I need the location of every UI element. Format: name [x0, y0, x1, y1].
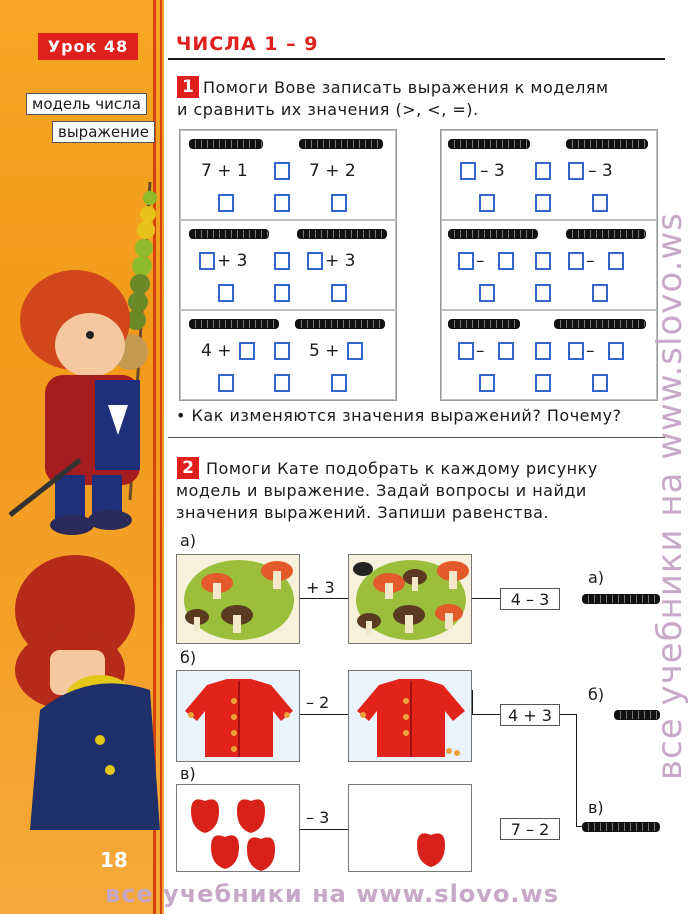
input-box[interactable] [347, 342, 363, 360]
answer-box[interactable] [479, 284, 495, 302]
jacket-icon [349, 671, 472, 762]
input-box[interactable] [498, 342, 514, 360]
strawberry-icon [177, 785, 300, 872]
expression: 7 + 1 [201, 161, 248, 181]
model-cell [180, 130, 396, 220]
input-box[interactable] [568, 162, 584, 180]
answer-box[interactable] [479, 194, 495, 212]
picture-strawberries [176, 784, 300, 872]
expression: + 3 [217, 251, 248, 271]
task1-question: • Как изменяются значения выражений? Почему? [176, 406, 622, 425]
input-box[interactable] [568, 342, 584, 360]
lesson-badge: Урок 48 [38, 33, 138, 60]
task-number: 2 [177, 457, 199, 479]
bead-model[interactable] [582, 594, 660, 604]
arrow-line [300, 714, 348, 715]
input-box[interactable] [307, 252, 323, 270]
model-label: в) [588, 798, 604, 817]
expression: – 3 [588, 161, 613, 181]
task2-text-line2: модель и выражение. Задай вопросы и найди [176, 481, 587, 500]
answer-box[interactable] [218, 374, 234, 392]
expression-box[interactable]: 4 + 3 [500, 704, 560, 726]
connector-line [472, 714, 500, 715]
task1-right-panel [440, 129, 658, 401]
bead-model [554, 319, 646, 329]
bead-model[interactable] [582, 822, 660, 832]
task1-text-line1: Помоги Вове записать выражения к моделям [203, 78, 609, 97]
expression: – [476, 251, 485, 271]
watermark-vertical: все учебники на www.slovo.ws [650, 212, 690, 780]
input-box[interactable] [458, 342, 474, 360]
compare-box[interactable] [535, 342, 551, 360]
legend-expression: выражение [52, 121, 155, 143]
mushrooms-icon [177, 555, 300, 644]
bead-model [189, 229, 269, 239]
arrow-line [300, 829, 348, 830]
answer-box[interactable] [592, 284, 608, 302]
row-label: б) [180, 648, 197, 667]
compare-box[interactable] [535, 252, 551, 270]
model-cell [441, 130, 657, 220]
answer-box[interactable] [592, 194, 608, 212]
model-cell [180, 310, 396, 400]
answer-box[interactable] [331, 374, 347, 392]
answer-box[interactable] [218, 194, 234, 212]
input-box[interactable] [608, 342, 624, 360]
header-rule [168, 58, 665, 60]
answer-box[interactable] [331, 284, 347, 302]
bead-model [299, 139, 383, 149]
compare-box[interactable] [274, 252, 290, 270]
bead-model [297, 229, 387, 239]
model-label: б) [588, 685, 605, 704]
input-box[interactable] [608, 252, 624, 270]
operation-label: + 3 [306, 578, 335, 597]
input-box[interactable] [568, 252, 584, 270]
section-rule [168, 437, 665, 438]
picture-jacket-missing-buttons [348, 670, 472, 762]
answer-box[interactable] [274, 194, 290, 212]
model-label: а) [588, 568, 605, 587]
row-label: в) [180, 764, 196, 783]
connector-line [472, 690, 473, 714]
input-box[interactable] [498, 252, 514, 270]
operation-label: – 3 [306, 808, 330, 827]
expression: 5 + [309, 341, 340, 361]
bead-model [189, 319, 279, 329]
model-cell [441, 220, 657, 310]
row-label: а) [180, 531, 197, 550]
model-cell [180, 220, 396, 310]
task2-text-line3: значения выражений. Запиши равенства. [176, 503, 550, 522]
answer-box[interactable] [535, 374, 551, 392]
expression: – 3 [480, 161, 505, 181]
strawberry-icon [349, 785, 472, 872]
bead-model [566, 139, 648, 149]
task1-left-panel [179, 129, 397, 401]
picture-jacket [176, 670, 300, 762]
bead-model [448, 139, 530, 149]
expression: – [586, 251, 595, 271]
expression: 4 + [201, 341, 232, 361]
task2-text-line1: Помоги Кате подобрать к каждому рисунку [206, 459, 598, 478]
bead-model [448, 229, 538, 239]
input-box[interactable] [199, 252, 215, 270]
input-box[interactable] [460, 162, 476, 180]
compare-box[interactable] [274, 342, 290, 360]
answer-box[interactable] [535, 194, 551, 212]
picture-more-mushrooms [348, 554, 472, 644]
answer-box[interactable] [274, 374, 290, 392]
input-box[interactable] [458, 252, 474, 270]
connector-line [576, 714, 577, 826]
answer-box[interactable] [274, 284, 290, 302]
answer-box[interactable] [535, 284, 551, 302]
picture-one-strawberry [348, 784, 472, 872]
bead-model [566, 229, 646, 239]
task1-text-line2: и сравнить их значения (>, <, =). [177, 100, 479, 119]
bead-model [295, 319, 385, 329]
operation-label: – 2 [306, 693, 330, 712]
model-cell [441, 310, 657, 400]
expression: + 3 [325, 251, 356, 271]
expression-box[interactable]: 7 – 2 [500, 818, 560, 840]
answer-box[interactable] [218, 284, 234, 302]
watermark-bottom: все учебники на www.slovo.ws [105, 880, 559, 908]
expression: – [476, 341, 485, 361]
expression: – [586, 341, 595, 361]
jacket-icon [177, 671, 300, 762]
compare-box[interactable] [274, 162, 290, 180]
bead-model [448, 319, 520, 329]
connector-line [472, 598, 500, 599]
bead-model [189, 139, 263, 149]
mushrooms-icon [349, 555, 472, 644]
answer-box[interactable] [479, 374, 495, 392]
task-number: 1 [177, 76, 199, 98]
arrow-line [300, 598, 348, 599]
expression: 7 + 2 [309, 161, 356, 181]
connector-line [560, 714, 576, 715]
children-illustration [0, 170, 175, 860]
expression-box[interactable]: 4 – 3 [500, 588, 560, 610]
chapter-title: ЧИСЛА 1 – 9 [176, 33, 319, 55]
page-number: 18 [100, 848, 128, 872]
picture-mushrooms [176, 554, 300, 644]
compare-box[interactable] [535, 162, 551, 180]
legend-model: модель числа [26, 93, 147, 115]
answer-box[interactable] [592, 374, 608, 392]
input-box[interactable] [239, 342, 255, 360]
answer-box[interactable] [331, 194, 347, 212]
